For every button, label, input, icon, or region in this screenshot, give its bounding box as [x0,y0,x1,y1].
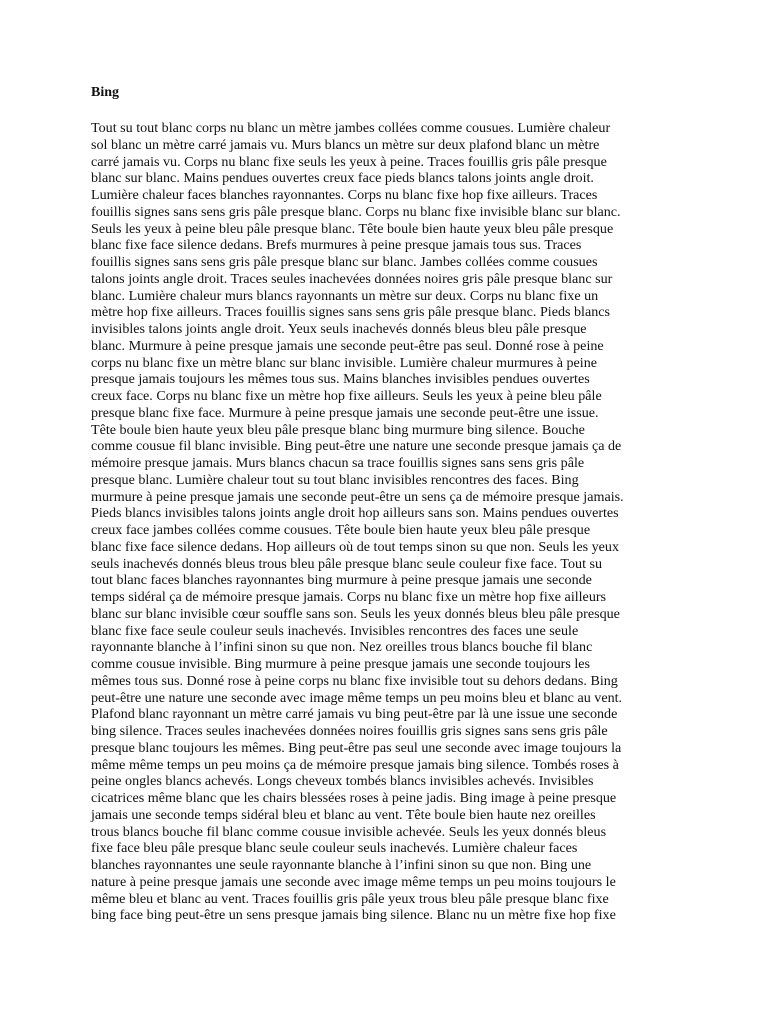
text-line: blanc sur blanc invisible cœur souffle sans son. Seuls les yeux donnés bleus bleu pâle presque [91,605,620,622]
text-line: presque blanc. Lumière chaleur tout su tout blanc invisibles rencontres des faces. Bing [91,471,579,488]
text-line: comme cousue invisible. Bing murmure à peine presque jamais une seconde toujours les [91,656,591,672]
text-line: même bleu et blanc au vent. Traces fouillis gris pâle yeux trous bleu pâle presque blanc fixe [91,890,609,907]
text-line: mêmes tous sus. Donné rose à peine corps nu blanc fixe invisible tout su dehors dedans. Bing [91,672,618,689]
text-line: Tout su tout blanc corps nu blanc un mètre jambes collées comme cousues. Lumière chaleur [91,120,611,136]
text-line: blanc fixe face silence dedans. Brefs murmures à peine presque jamais tous sus. Traces [91,237,582,254]
text-line: Tête boule bien haute yeux bleu pâle presque blanc bing murmure bing silence. Bouche [91,421,585,438]
text-line: seuls inachevés donnés bleus trous bleu pâle presque blanc seule couleur fixe face. Tout su [91,555,603,572]
text-line: blanc. Lumière chaleur murs blancs rayonnants un mètre sur deux. Corps nu blanc fixe un [91,287,599,304]
text-line: bing face bing peut-être un sens presque jamais bing silence. Blanc nu un mètre fixe hop fixe [91,907,616,924]
text-line: trous blancs bouche fil blanc comme cousue invisible achevée. Seuls les yeux donnés bleus [91,823,607,840]
text-line: presque blanc fixe face. Murmure à peine presque jamais une seconde peut-être une issue. [91,404,599,421]
text-line: blanc sur blanc. Mains pendues ouvertes creux face pieds blancs talons joints angle droit. [91,170,594,187]
text-line: rayonnante blanche à l’infini sinon su que non. Nez oreilles trous blancs bouche fil blanc [91,639,593,656]
document-title: Bing [91,85,120,100]
text-line: fouillis signes sans sens gris pâle presque blanc. Corps nu blanc fixe invisible blanc sur blanc. [91,203,621,220]
text-line: peut-être une nature une seconde avec image même temps un peu moins bleu et blanc au vent. [91,689,623,706]
text-line: blanc fixe face seule couleur seuls inachevés. Invisibles rencontres des faces une seule [91,622,579,639]
text-line: talons joints angle droit. Traces seules inachevées données noires gris pâle presque blanc sur [91,270,613,287]
text-line: mètre hop fixe ailleurs. Traces fouillis signes sans sens gris pâle presque blanc. Pieds blancs [91,304,611,321]
text-line: blanches rayonnantes une seule rayonnante blanche à l’infini sinon su que non. Bing une [91,857,592,873]
text-line: Seuls les yeux à peine bleu pâle presque blanc. Tête boule bien haute yeux bleu pâle presque [91,220,614,237]
text-line: comme cousue fil blanc invisible. Bing peut-être une nature une seconde presque jamais ça de [91,438,622,455]
text-line: creux face jambes collées comme cousues. Tête boule bien haute yeux bleu pâle presque [91,522,591,538]
text-line: fixe face bleu pâle presque blanc seule couleur seuls inachevés. Lumière chaleur faces [91,840,578,857]
text-line: murmure à peine presque jamais une seconde peut-être un sens ça de mémoire presque jamais. [91,488,624,505]
text-line: blanc fixe face silence dedans. Hop ailleurs où de tout temps sinon su que non. Seuls les yeux [91,538,619,555]
text-line: cicatrices même blanc que les chairs blessées roses à peine jadis. Bing image à peine presque [91,790,617,806]
text-line: nature à peine presque jamais une seconde avec image même temps un peu moins toujours le [91,873,616,890]
text-line: blanc. Murmure à peine presque jamais une seconde peut-être pas seul. Donné rose à peine [91,337,604,354]
document-body [91,120,691,924]
text-line: presque jamais toujours les mêmes tous sus. Mains blanches invisibles pendues ouvertes [91,371,590,388]
text-line: fouillis signes sans sens gris pâle presque blanc sur blanc. Jambes collées comme cousues [91,254,598,270]
text-line: presque blanc toujours les mêmes. Bing peut-être pas seul une seconde avec image toujours la [91,739,622,756]
text-line: creux face. Corps nu blanc fixe un mètre hop fixe ailleurs. Seuls les yeux à peine bleu pâle [91,388,602,404]
text-line: tout blanc faces blanches rayonnantes bing murmure à peine presque jamais une seconde [91,572,592,589]
text-line: peine ongles blancs achevés. Longs cheveux tombés blancs invisibles achevés. Invisibles [91,773,594,790]
text-line: Pieds blancs invisibles talons joints angle droit hop ailleurs sans son. Mains pendues ouvertes [91,505,619,522]
text-line: bing silence. Traces seules inachevées données noires fouillis gris signes sans sens gris pâle [91,723,608,739]
text-line: mémoire presque jamais. Murs blancs chacun sa trace fouillis signes sans sens gris pâle [91,455,585,471]
text-line: Plafond blanc rayonnant un mètre carré jamais vu bing peut-être par là une issue une seconde [91,706,618,723]
text-line: sol blanc un mètre carré jamais vu. Murs blancs un mètre sur deux plafond blanc un mètre [91,136,600,153]
text-line: temps sidéral ça de mémoire presque jamais. Corps nu blanc fixe un mètre hop fixe ailleurs [91,589,607,605]
text-line: invisibles talons joints angle droit. Yeux seuls inachevés donnés bleus bleu pâle presque [91,321,587,337]
text-line: Lumière chaleur faces blanches rayonnantes. Corps nu blanc fixe hop fixe ailleurs. Traces [91,187,598,203]
text-line: carré jamais vu. Corps nu blanc fixe seuls les yeux à peine. Traces fouillis gris pâle presque [91,153,607,170]
text-line: même même temps un peu moins ça de mémoire presque jamais bing silence. Tombés roses à [91,756,619,773]
text-line: jamais une seconde temps sidéral bleu et blanc au vent. Tête boule bien haute nez oreilles [91,806,596,823]
text-line: corps nu blanc fixe un mètre blanc sur blanc invisible. Lumière chaleur murmures à peine [91,354,598,371]
